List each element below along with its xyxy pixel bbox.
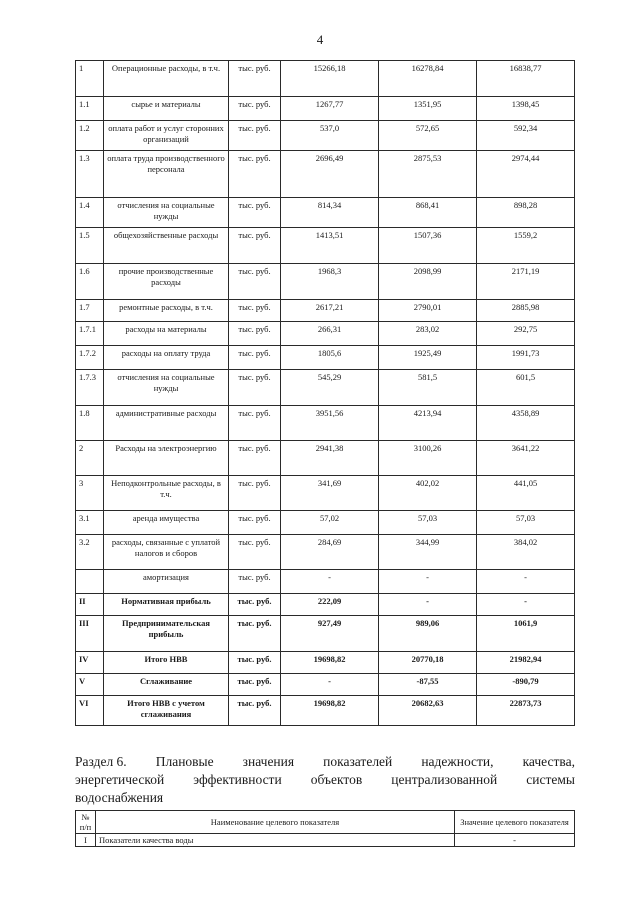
heading-word: Плановые bbox=[155, 754, 214, 769]
row-value-3: 384,02 bbox=[477, 535, 575, 570]
row-number: IV bbox=[76, 652, 104, 674]
row-value-3: 601,5 bbox=[477, 370, 575, 406]
row-number bbox=[76, 570, 104, 594]
row-number: 1.8 bbox=[76, 406, 104, 441]
row-value-1: - bbox=[281, 674, 379, 696]
row-value-3: 1398,45 bbox=[477, 97, 575, 121]
table-row bbox=[76, 264, 575, 300]
row-name: расходы на материалы bbox=[104, 322, 229, 346]
row-value-2: 344,99 bbox=[379, 535, 477, 570]
heading-word: энергетической bbox=[75, 772, 165, 787]
table-row bbox=[76, 370, 575, 406]
row-value-3: 441,05 bbox=[477, 476, 575, 511]
page-number: 4 bbox=[316, 32, 324, 47]
row-number: 1.5 bbox=[76, 228, 104, 264]
row-value-3: 2885,98 bbox=[477, 300, 575, 322]
row-value-1: 545,29 bbox=[281, 370, 379, 406]
row-unit: тыс. руб. bbox=[229, 652, 281, 674]
row-unit: тыс. руб. bbox=[229, 535, 281, 570]
row-value-2: 16278,84 bbox=[379, 61, 477, 97]
row-number: 1.7.2 bbox=[76, 346, 104, 370]
row-name: Нормативная прибыль bbox=[104, 594, 229, 616]
row-value-1: 1805,6 bbox=[281, 346, 379, 370]
row-number: 1.2 bbox=[76, 121, 104, 151]
row-unit: тыс. руб. bbox=[229, 300, 281, 322]
row-number: 1.6 bbox=[76, 264, 104, 300]
row-number: 3.1 bbox=[76, 511, 104, 535]
row-name: Предпринимательская прибыль bbox=[104, 616, 229, 652]
row-value-3: 16838,77 bbox=[477, 61, 575, 97]
table-row bbox=[76, 346, 575, 370]
table-row bbox=[76, 674, 575, 696]
section-heading bbox=[75, 753, 575, 807]
section-heading-line-3: водоснабжения bbox=[75, 790, 164, 805]
row-name: Итого НВВ с учетом сглаживания bbox=[104, 696, 229, 726]
row-value-1: 2696,49 bbox=[281, 151, 379, 198]
row-number: I bbox=[76, 834, 96, 847]
row-value-2: 2875,53 bbox=[379, 151, 477, 198]
row-value-3: - bbox=[477, 594, 575, 616]
table-row bbox=[76, 441, 575, 476]
row-number: 1 bbox=[76, 61, 104, 97]
table-row bbox=[76, 198, 575, 228]
row-unit: тыс. руб. bbox=[229, 151, 281, 198]
heading-word: Раздел 6. bbox=[75, 754, 127, 769]
col-number-header: № п/п bbox=[76, 811, 96, 834]
row-value-1: 266,31 bbox=[281, 322, 379, 346]
row-value-2: 1351,95 bbox=[379, 97, 477, 121]
table-header-row bbox=[76, 811, 575, 834]
heading-word: централизованной bbox=[391, 772, 498, 787]
row-value-1: 1968,3 bbox=[281, 264, 379, 300]
table-row bbox=[76, 151, 575, 198]
col-value-header: Значение целевого показателя bbox=[455, 811, 575, 834]
row-number: 2 bbox=[76, 441, 104, 476]
row-value-2: 3100,26 bbox=[379, 441, 477, 476]
row-value-3: 4358,89 bbox=[477, 406, 575, 441]
table-row bbox=[76, 511, 575, 535]
row-name: Расходы на электроэнергию bbox=[104, 441, 229, 476]
row-unit: тыс. руб. bbox=[229, 346, 281, 370]
row-name: расходы на оплату труда bbox=[104, 346, 229, 370]
table-row bbox=[76, 652, 575, 674]
row-value-3: 1061,9 bbox=[477, 616, 575, 652]
row-unit: тыс. руб. bbox=[229, 616, 281, 652]
row-value-3: 2171,19 bbox=[477, 264, 575, 300]
row-value-2: 581,5 bbox=[379, 370, 477, 406]
row-number: 1.7 bbox=[76, 300, 104, 322]
row-name: общехозяйственные расходы bbox=[104, 228, 229, 264]
row-value-1: 19698,82 bbox=[281, 696, 379, 726]
row-name: отчисления на социальные нужды bbox=[104, 370, 229, 406]
heading-word: качества, bbox=[522, 754, 575, 769]
table-row bbox=[76, 406, 575, 441]
row-name: Операционные расходы, в т.ч. bbox=[104, 61, 229, 97]
row-value-1: 284,69 bbox=[281, 535, 379, 570]
row-unit: тыс. руб. bbox=[229, 121, 281, 151]
row-value-3: 21982,94 bbox=[477, 652, 575, 674]
row-value-1: 3951,56 bbox=[281, 406, 379, 441]
row-value-3: 1991,73 bbox=[477, 346, 575, 370]
row-number: III bbox=[76, 616, 104, 652]
row-unit: тыс. руб. bbox=[229, 511, 281, 535]
row-name: отчисления на социальные нужды bbox=[104, 198, 229, 228]
row-number: V bbox=[76, 674, 104, 696]
row-unit: тыс. руб. bbox=[229, 594, 281, 616]
row-value-3: - bbox=[477, 570, 575, 594]
heading-word: объектов bbox=[310, 772, 363, 787]
row-value-2: 20770,18 bbox=[379, 652, 477, 674]
table-row bbox=[76, 616, 575, 652]
cost-table bbox=[75, 60, 575, 726]
row-value-3: 57,03 bbox=[477, 511, 575, 535]
section-heading-line-2 bbox=[75, 771, 575, 789]
row-value-3: 2974,44 bbox=[477, 151, 575, 198]
row-value-2: 1925,49 bbox=[379, 346, 477, 370]
row-value-2: 1507,36 bbox=[379, 228, 477, 264]
row-value-1: 19698,82 bbox=[281, 652, 379, 674]
heading-word: системы bbox=[526, 772, 575, 787]
table-row bbox=[76, 97, 575, 121]
row-value-1: 2941,38 bbox=[281, 441, 379, 476]
row-value-1: 927,49 bbox=[281, 616, 379, 652]
table-row bbox=[76, 594, 575, 616]
row-value-3: 22873,73 bbox=[477, 696, 575, 726]
row-unit: тыс. руб. bbox=[229, 264, 281, 300]
row-number: 3 bbox=[76, 476, 104, 511]
row-unit: тыс. руб. bbox=[229, 674, 281, 696]
row-value-1: 1267,77 bbox=[281, 97, 379, 121]
row-value-3: 3641,22 bbox=[477, 441, 575, 476]
row-value: - bbox=[455, 834, 575, 847]
heading-word: надежности, bbox=[421, 754, 494, 769]
row-value-1: 15266,18 bbox=[281, 61, 379, 97]
row-value-3: 592,34 bbox=[477, 121, 575, 151]
row-value-2: 2790,01 bbox=[379, 300, 477, 322]
row-unit: тыс. руб. bbox=[229, 61, 281, 97]
row-value-1: 222,09 bbox=[281, 594, 379, 616]
row-value-3: -890,79 bbox=[477, 674, 575, 696]
row-value-3: 1559,2 bbox=[477, 228, 575, 264]
row-number: II bbox=[76, 594, 104, 616]
table-row bbox=[76, 476, 575, 511]
row-value-2: 4213,94 bbox=[379, 406, 477, 441]
row-name: административные расходы bbox=[104, 406, 229, 441]
row-value-1: 814,34 bbox=[281, 198, 379, 228]
row-value-2: - bbox=[379, 570, 477, 594]
row-value-3: 898,28 bbox=[477, 198, 575, 228]
table-row bbox=[76, 570, 575, 594]
section-heading-line-1 bbox=[75, 753, 575, 771]
heading-word: эффективности bbox=[193, 772, 282, 787]
table-row bbox=[76, 535, 575, 570]
table-row bbox=[76, 696, 575, 726]
row-value-2: 283,02 bbox=[379, 322, 477, 346]
row-value-2: -87,55 bbox=[379, 674, 477, 696]
row-name: Итого НВВ bbox=[104, 652, 229, 674]
row-value-2: 402,02 bbox=[379, 476, 477, 511]
row-value-2: - bbox=[379, 594, 477, 616]
row-unit: тыс. руб. bbox=[229, 322, 281, 346]
row-name: аренда имущества bbox=[104, 511, 229, 535]
row-name: Показатели качества воды bbox=[96, 834, 455, 847]
row-number: 1.1 bbox=[76, 97, 104, 121]
row-value-3: 292,75 bbox=[477, 322, 575, 346]
row-name: оплата труда производственного персонала bbox=[104, 151, 229, 198]
row-unit: тыс. руб. bbox=[229, 406, 281, 441]
row-number: 3.2 bbox=[76, 535, 104, 570]
row-number: 1.4 bbox=[76, 198, 104, 228]
row-name: расходы, связанные с уплатой налогов и сборов bbox=[104, 535, 229, 570]
row-unit: тыс. руб. bbox=[229, 198, 281, 228]
table-row bbox=[76, 322, 575, 346]
row-name: Сглаживание bbox=[104, 674, 229, 696]
table-row bbox=[76, 300, 575, 322]
row-value-1: - bbox=[281, 570, 379, 594]
row-value-2: 989,06 bbox=[379, 616, 477, 652]
row-number: 1.3 bbox=[76, 151, 104, 198]
table-row bbox=[76, 61, 575, 97]
row-name: Неподконтрольные расходы, в т.ч. bbox=[104, 476, 229, 511]
row-number: VI bbox=[76, 696, 104, 726]
row-unit: тыс. руб. bbox=[229, 370, 281, 406]
row-value-2: 868,41 bbox=[379, 198, 477, 228]
row-unit: тыс. руб. bbox=[229, 228, 281, 264]
row-value-1: 537,0 bbox=[281, 121, 379, 151]
row-unit: тыс. руб. bbox=[229, 476, 281, 511]
target-indicators-table bbox=[75, 810, 575, 847]
table-row bbox=[76, 121, 575, 151]
row-name: прочие производственные расходы bbox=[104, 264, 229, 300]
row-unit: тыс. руб. bbox=[229, 97, 281, 121]
row-value-2: 57,03 bbox=[379, 511, 477, 535]
row-unit: тыс. руб. bbox=[229, 570, 281, 594]
row-name: ремонтные расходы, в т.ч. bbox=[104, 300, 229, 322]
table-row bbox=[76, 228, 575, 264]
row-number: 1.7.1 bbox=[76, 322, 104, 346]
row-value-1: 2617,21 bbox=[281, 300, 379, 322]
heading-word: значения bbox=[242, 754, 295, 769]
row-value-1: 1413,51 bbox=[281, 228, 379, 264]
row-unit: тыс. руб. bbox=[229, 441, 281, 476]
row-unit: тыс. руб. bbox=[229, 696, 281, 726]
row-value-2: 572,65 bbox=[379, 121, 477, 151]
table-row bbox=[76, 834, 575, 847]
row-value-2: 2098,99 bbox=[379, 264, 477, 300]
row-value-1: 341,69 bbox=[281, 476, 379, 511]
row-number: 1.7.3 bbox=[76, 370, 104, 406]
row-name: амортизация bbox=[104, 570, 229, 594]
row-name: оплата работ и услуг сторонних организаций bbox=[104, 121, 229, 151]
col-name-header: Наименование целевого показателя bbox=[96, 811, 455, 834]
row-value-1: 57,02 bbox=[281, 511, 379, 535]
heading-word: показателей bbox=[323, 754, 393, 769]
row-value-2: 20682,63 bbox=[379, 696, 477, 726]
row-name: сырье и материалы bbox=[104, 97, 229, 121]
